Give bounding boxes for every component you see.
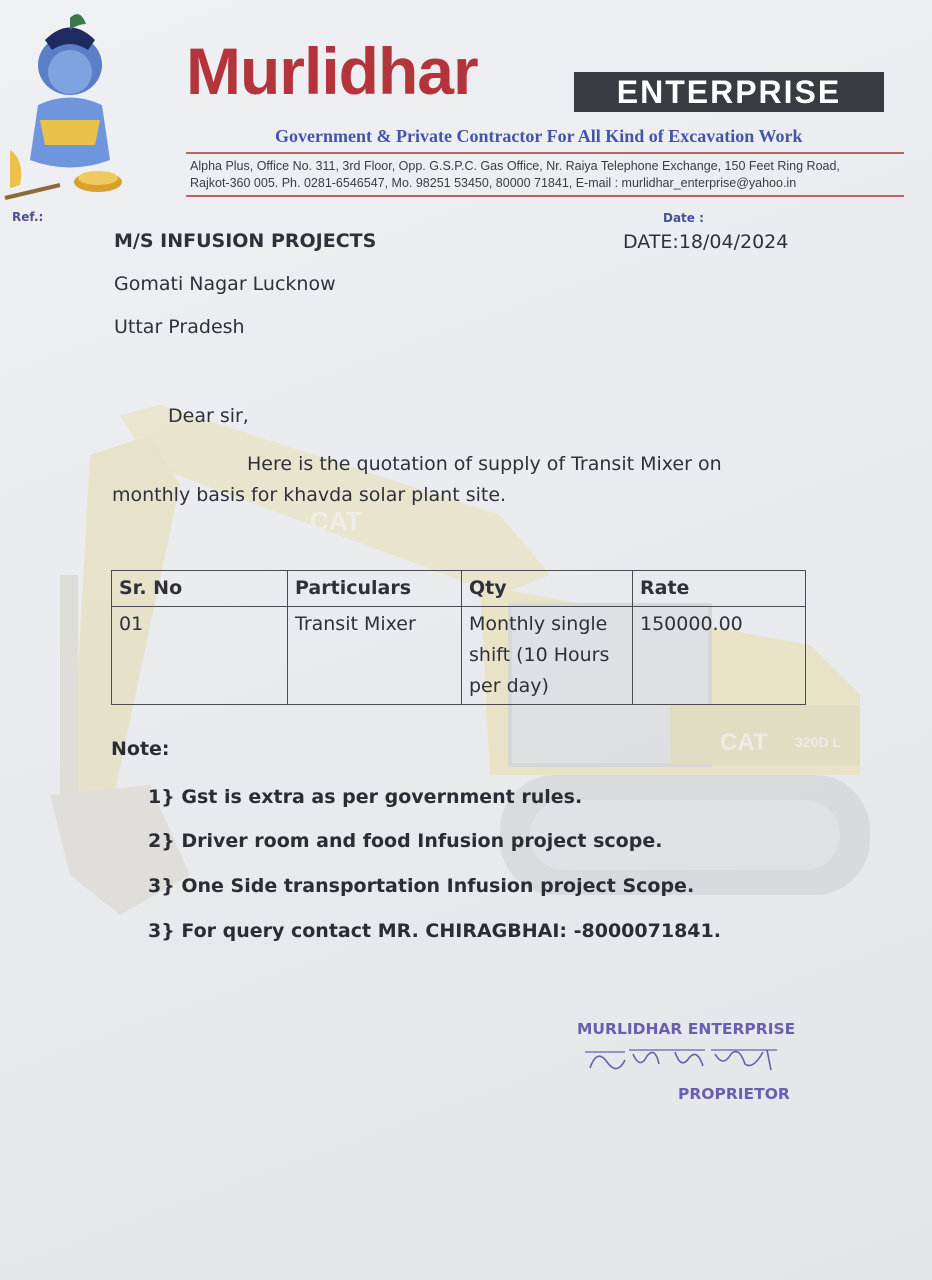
table-row [112,607,806,705]
cell-rate: 150000.00 [633,607,806,705]
signature-company-name: MURLIDHAR ENTERPRISE [577,1020,796,1038]
body-text-line1: Here is the quotation of supply of Transit Mixer on [247,453,722,475]
note-item: 1} Gst is extra as per government rules. [148,786,583,808]
note-item: 3} For query contact MR. CHIRAGBHAI: -8000071841. [148,920,721,942]
ref-label: Ref.: [12,210,44,224]
salutation: Dear sir, [168,405,249,427]
signature-title: PROPRIETOR [678,1085,790,1103]
note-item: 3} One Side transportation Infusion project Scope. [148,875,695,897]
company-name: Murlidhar [186,34,478,108]
krishna-logo-icon [0,10,135,200]
company-address-line1: Alpha Plus, Office No. 311, 3rd Floor, Opp. G.S.P.C. Gas Office, Nr. Raiya Telephone Exchange, 150 Feet Ring Road, [190,159,840,173]
recipient-name: M/S INFUSION PROJECTS [114,230,377,252]
header-qty: Qty [462,571,633,607]
header-rate: Rate [633,571,806,607]
company-tagline: Government & Private Contractor For All Kind of Excavation Work [275,126,803,146]
header-divider-bottom [186,195,904,197]
body-text-line2: monthly basis for khavda solar plant site. [112,484,507,506]
letter-date: DATE:18/04/2024 [623,231,789,253]
recipient-address-line1: Gomati Nagar Lucknow [114,273,336,295]
note-heading: Note: [111,738,170,760]
table-header-row [112,571,806,607]
cell-sr-no: 01 [112,607,288,705]
recipient-address-line2: Uttar Pradesh [114,316,245,338]
watermark-model-text: 320D L [795,734,841,750]
company-name-suffix: ENTERPRISE [574,72,884,112]
cell-qty: Monthly single shift (10 Hours per day) [462,607,633,705]
cell-particulars: Transit Mixer [288,607,462,705]
watermark-brand-text-2: CAT [720,729,768,756]
header-particulars: Particulars [288,571,462,607]
company-address-line2: Rajkot-360 005. Ph. 0281-6546547, Mo. 98251 53450, 80000 71841, E-mail : murlidhar_enterprise@yahoo.in [190,176,797,190]
header-sr-no: Sr. No [112,571,288,607]
date-label: Date : [663,211,704,225]
handwritten-signature [585,1040,785,1080]
watermark-brand-text: CAT [310,506,362,536]
note-item: 2} Driver room and food Infusion project scope. [148,830,663,852]
header-divider-top [186,152,904,154]
quotation-table [111,570,806,705]
